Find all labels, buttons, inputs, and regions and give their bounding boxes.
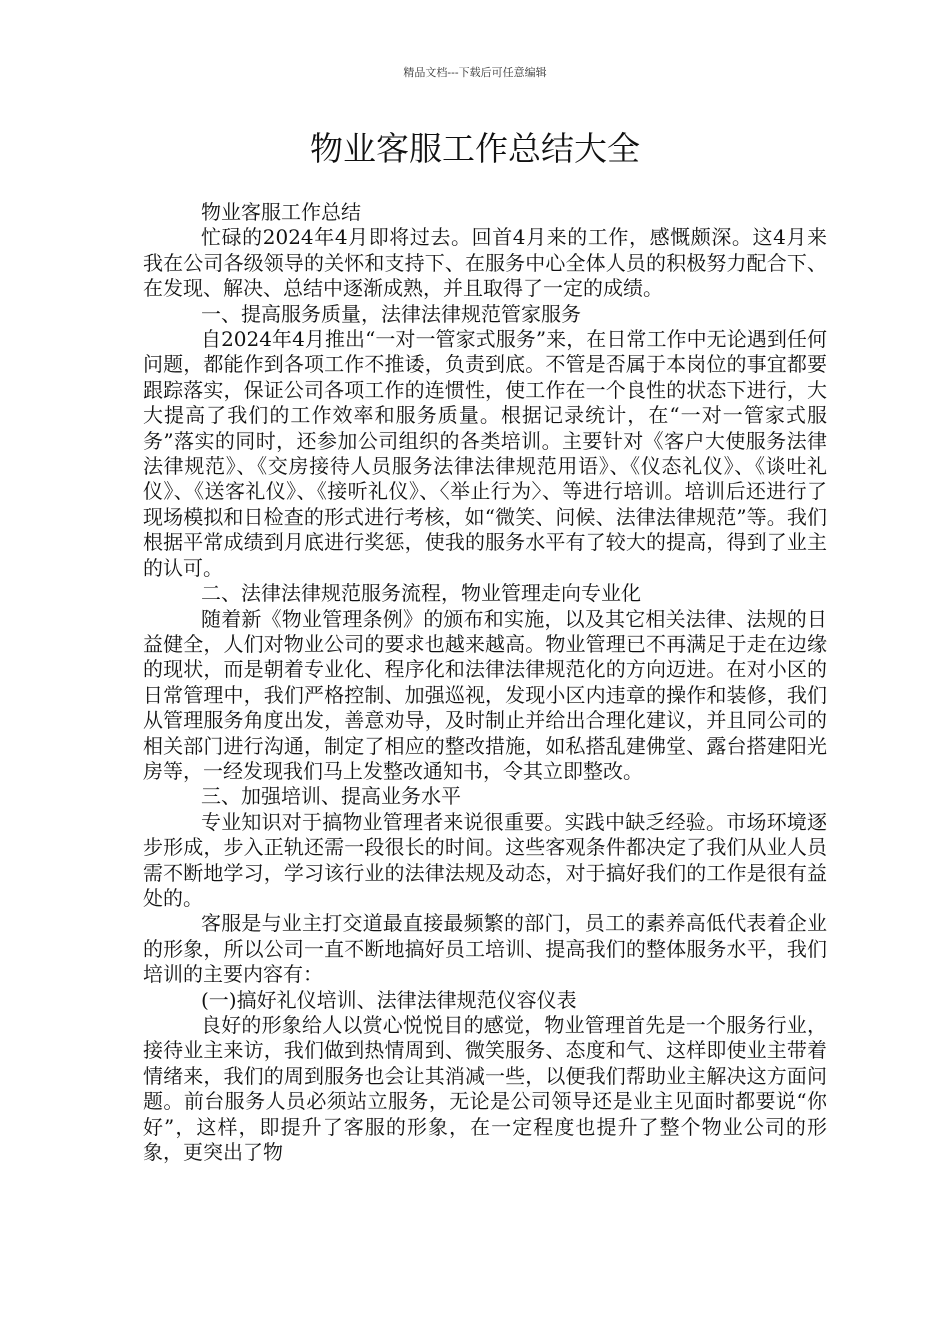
intro-paragraph: 忙碌的2024年4月即将过去。回首4月来的工作，感慨颇深。这4月来我在公司各级领导的关怀和支持下、在服务中心全体人员的积极努力配合下、在发现、解决、总结中逐渐成熟，并且取得了一定的成绩。 (143, 225, 827, 301)
body-paragraph: 良好的形象给人以赏心悦悦目的感觉，物业管理首先是一个服务行业，接待业主来访，我们做到热情周到、微笑服务、态度和气、这样即使业主带着情绪来，我们的周到服务也会让其消减一些，以便我们帮助业主解决这方面问题。前台服务人员必须站立服务，无论是公司领导还是业主见面时都要说“你好”，这样，即提升了客服的形象，在一定程度也提升了整个物业公司的形象，更突出了物 (143, 1013, 827, 1165)
section-heading-1: 一、提高服务质量，法律法律规范管家服务 (201, 301, 581, 326)
body-paragraph: 随着新《物业管理条例》的颁布和实施，以及其它相关法律、法规的日益健全，人们对物业公司的要求也越来越高。物业管理已不再满足于走在边缘的现状，而是朝着专业化、程序化和法律法律规范化的方向迈进。在对小区的日常管理中，我们严格控制、加强巡视，发现小区内违章的操作和装修，我们从管理服务角度出发，善意劝导，及时制止并给出合理化建议，并且同公司的相关部门进行沟通，制定了相应的整改措施，如私搭乱建佛堂、露台搭建阳光房等，一经发现我们马上发整改通知书，令其立即整改。 (143, 606, 827, 783)
section-heading-3: 三、加强培训、提高业务水平 (201, 784, 461, 809)
subsection-heading-1: (一)搞好礼仪培训、法律法律规范仪容仪表 (201, 987, 577, 1012)
document-body (143, 200, 827, 1165)
body-paragraph: 专业知识对于搞物业管理者来说很重要。实践中缺乏经验。市场环境逐步形成，步入正轨还需一段很长的时间。这些客观条件都决定了我们从业人员需不断地学习，学习该行业的法律法规及动态，对于搞好我们的工作是很有益处的。 (143, 809, 827, 910)
page-header-note: 精品文档---下载后可任意编辑 (403, 66, 547, 79)
section-heading-2: 二、法律法律规范服务流程，物业管理走向专业化 (201, 581, 641, 606)
section-subtitle: 物业客服工作总结 (201, 200, 361, 224)
body-paragraph: 客服是与业主打交道最直接最频繁的部门，员工的素养高低代表着企业的形象，所以公司一直不断地搞好员工培训、提高我们的整体服务水平，我们培训的主要内容有： (143, 911, 827, 987)
body-paragraph: 自2024年4月推出“一对一管家式服务”来，在日常工作中无论遇到任何问题，都能作到各项工作不推诿，负责到底。不管是否属于本岗位的事宜都要跟踪落实，保证公司各项工作的连惯性，使工作在一个良性的状态下进行，大大提高了我们的工作效率和服务质量。根据记录统计，在“一对一管家式服务”落实的同时，还参加公司组织的各类培训。主要针对《客户大使服务法律法律规范》、《交房接待人员服务法律法律规范用语》、《仪态礼仪》、《谈吐礼仪》、《送客礼仪》、《接听礼仪》、〈举止行为〉、等进行培训。培训后还进行了现场模拟和日检查的形式进行考核，如“微笑、问候、法律法律规范”等。我们根据平常成绩到月底进行奖惩，使我的服务水平有了较大的提高，得到了业主的认可。 (143, 327, 827, 580)
document-title: 物业客服工作总结大全 (310, 129, 640, 168)
